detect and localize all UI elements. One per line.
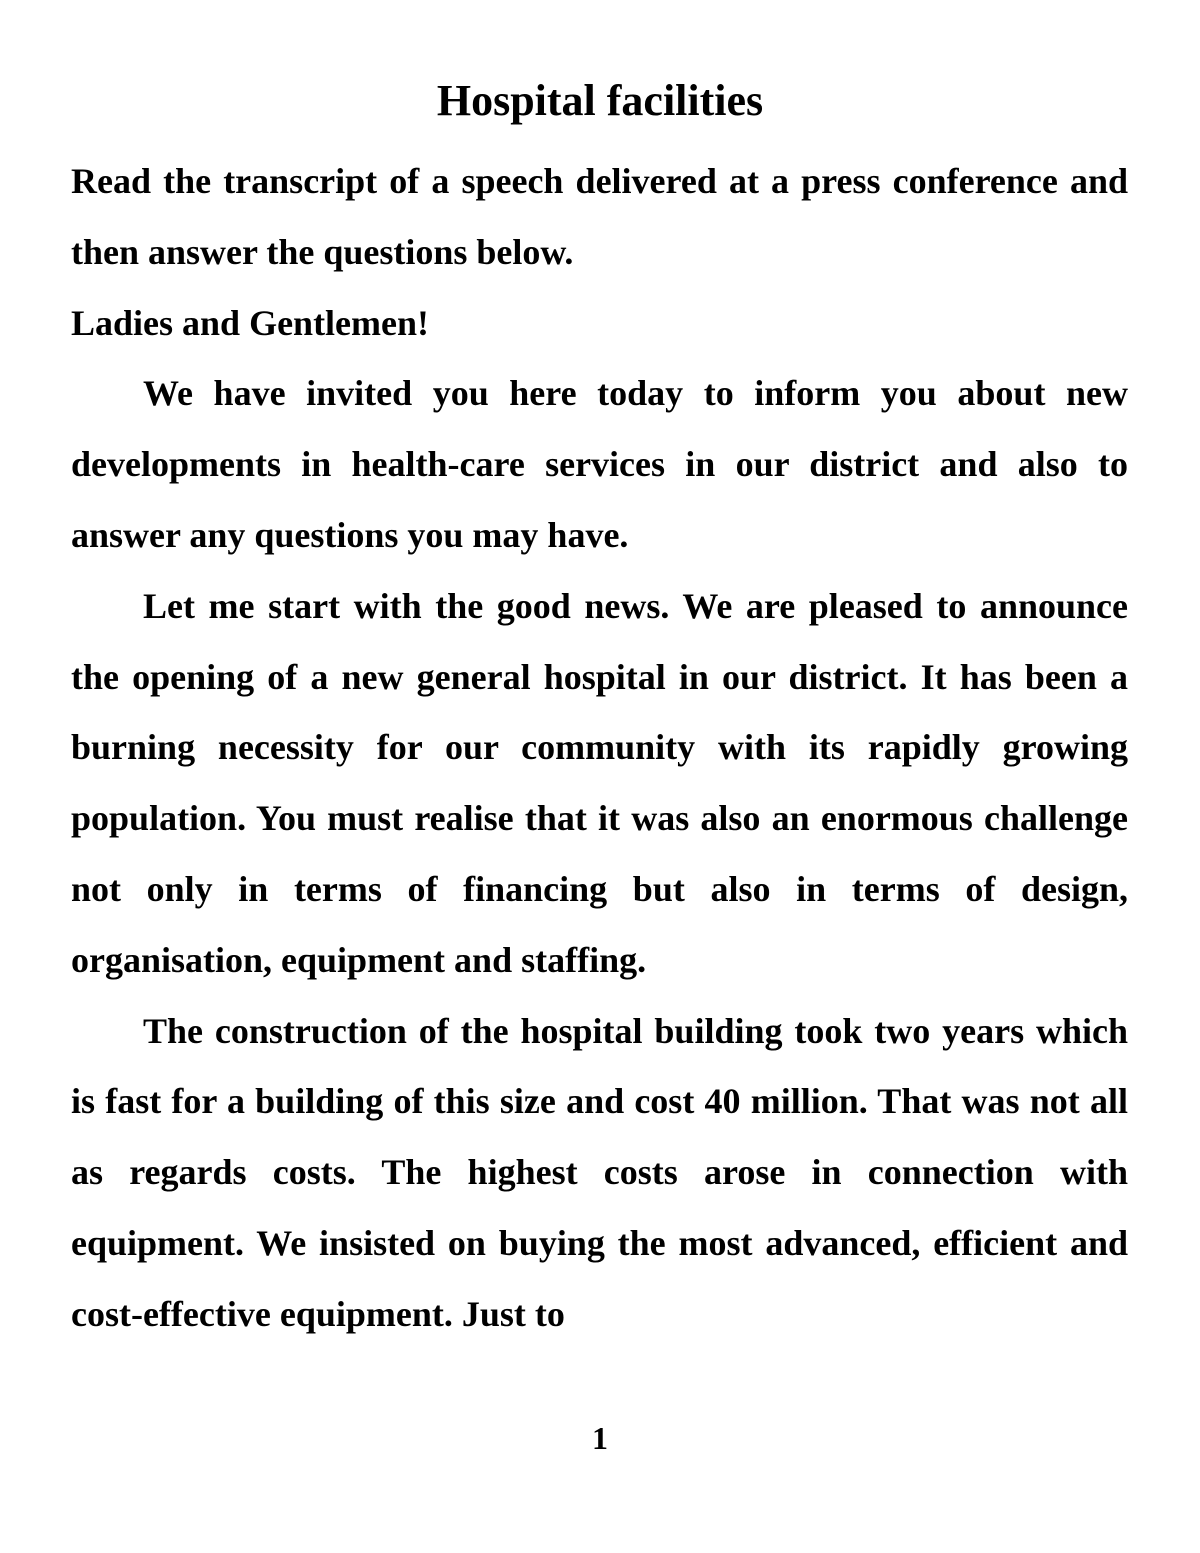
paragraph-intro: We have invited you here today to inform you about new developments in health-care services in our district and also to answer any questions you may have. — [71, 373, 1128, 555]
paragraph-construction: The construction of the hospital building took two years which is fast for a building of this size and cost 40 million. That was not all as regards costs. The highest costs arose in connection with equipment. We insisted on buying the most advanced, efficient and cost-effective equipment. Just to — [71, 1010, 1128, 1334]
document-body — [71, 146, 1128, 1350]
salutation-text: Ladies and Gentlemen! — [71, 302, 430, 343]
instruction-text: Read the transcript of a speech delivered at a press conference and then answer the questions below. — [71, 161, 1128, 272]
page-title: Hospital facilities — [436, 76, 764, 125]
paragraph-good-news: Let me start with the good news. We are pleased to announce the opening of a new general hospital in our district. It has been a burning necessity for our community with its rapidly growing population. You must realise that it was also an enormous challenge not only in terms of financing but also in terms of design, organisation, equipment and staffing. — [71, 585, 1128, 980]
page-number: 1 — [592, 1420, 608, 1456]
